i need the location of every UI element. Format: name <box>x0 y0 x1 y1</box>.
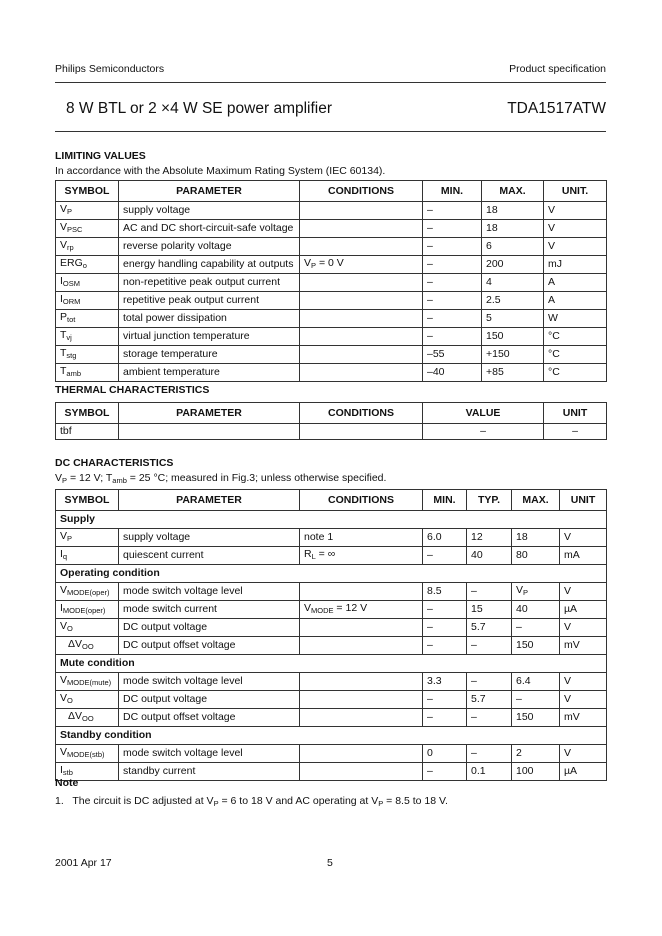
group-title: Mute condition <box>56 655 607 673</box>
parameter-cell: DC output voltage <box>119 691 300 709</box>
parameter-cell: ambient temperature <box>119 364 300 382</box>
column-header: UNIT. <box>544 181 607 202</box>
symbol-cell: $T_{amb}$ <box>56 364 119 382</box>
typ-cell: – <box>467 745 512 763</box>
column-header: MIN. <box>423 490 467 511</box>
parameter-cell: AC and DC short-circuit-safe voltage <box>119 220 300 238</box>
unit-cell: µA <box>560 763 607 781</box>
symbol-cell: $V_P$ <box>56 529 119 547</box>
table-row <box>56 601 607 619</box>
unit-cell: V <box>544 202 607 220</box>
title-rule <box>55 131 606 132</box>
min-cell: – <box>423 238 482 256</box>
symbol-cell: $V_{rp}$ <box>56 238 119 256</box>
table-row <box>56 202 607 220</box>
table-row <box>56 763 607 781</box>
conditions-cell <box>300 424 423 440</box>
footer-date: 2001 Apr 17 <box>55 857 112 869</box>
conditions-cell <box>300 310 423 328</box>
max-cell: 2.5 <box>482 292 544 310</box>
conditions-cell <box>300 238 423 256</box>
min-cell: 3.3 <box>423 673 467 691</box>
unit-cell: mV <box>560 709 607 727</box>
symbol-cell: $V_{MODE(mute)}$ <box>56 673 119 691</box>
column-header: UNIT <box>560 490 607 511</box>
unit-cell: °C <box>544 328 607 346</box>
max-cell: 80 <box>512 547 560 565</box>
header-rule <box>55 82 606 83</box>
symbol-cell: $I_q$ <box>56 547 119 565</box>
dc-title: DC CHARACTERISTICS <box>55 457 174 469</box>
page-title: 8 W BTL or 2 ×4 W SE power amplifier <box>66 100 333 117</box>
typ-cell: 40 <box>467 547 512 565</box>
table-row <box>56 583 607 601</box>
column-header: TYP. <box>467 490 512 511</box>
column-header: CONDITIONS <box>300 490 423 511</box>
min-cell: 8.5 <box>423 583 467 601</box>
symbol-cell: $I_{OSM}$ <box>56 274 119 292</box>
conditions-cell <box>300 709 423 727</box>
conditions-cell <box>300 583 423 601</box>
max-cell: 5 <box>482 310 544 328</box>
conditions-cell <box>300 292 423 310</box>
min-cell: – <box>423 601 467 619</box>
column-header: SYMBOL <box>56 181 119 202</box>
conditions-cell <box>300 274 423 292</box>
typ-cell: 12 <box>467 529 512 547</box>
group-row <box>56 511 607 529</box>
column-header: SYMBOL <box>56 403 119 424</box>
parameter-cell: DC output offset voltage <box>119 637 300 655</box>
column-header: PARAMETER <box>119 490 300 511</box>
max-cell: – <box>512 619 560 637</box>
max-cell: – <box>512 691 560 709</box>
symbol-cell: $V_P$ <box>56 202 119 220</box>
min-cell: – <box>423 547 467 565</box>
table-row <box>56 637 607 655</box>
unit-cell: mV <box>560 637 607 655</box>
thermal-table <box>55 402 607 440</box>
parameter-cell: energy handling capability at outputs <box>119 256 300 274</box>
parameter-cell: supply voltage <box>119 202 300 220</box>
max-cell: 6 <box>482 238 544 256</box>
unit-cell: V <box>544 238 607 256</box>
symbol-cell: $ERG_o$ <box>56 256 119 274</box>
max-cell: 18 <box>512 529 560 547</box>
group-title: Supply <box>56 511 607 529</box>
group-title: Standby condition <box>56 727 607 745</box>
symbol-cell: $I_{MODE(oper)}$ <box>56 601 119 619</box>
group-row <box>56 565 607 583</box>
table-row <box>56 220 607 238</box>
group-row <box>56 727 607 745</box>
min-cell: – <box>423 292 482 310</box>
max-cell: +150 <box>482 346 544 364</box>
max-cell: 2 <box>512 745 560 763</box>
group-row <box>56 655 607 673</box>
dc-subtitle: $V_P = 12$ V; $T_{amb} = 25$ °C; measured in Fig.3; unless otherwise specified. <box>55 472 387 485</box>
table-row <box>56 529 607 547</box>
unit-cell: A <box>544 274 607 292</box>
unit-cell: W <box>544 310 607 328</box>
typ-cell: – <box>467 637 512 655</box>
parameter-cell: DC output offset voltage <box>119 709 300 727</box>
table-row <box>56 709 607 727</box>
typ-cell: 0.1 <box>467 763 512 781</box>
dc-characteristics-table <box>55 489 607 781</box>
unit-cell: V <box>560 745 607 763</box>
table-row <box>56 547 607 565</box>
parameter-cell: standby current <box>119 763 300 781</box>
min-cell: – <box>423 637 467 655</box>
limiting-subtitle: In accordance with the Absolute Maximum Rating System (IEC 60134). <box>55 165 386 177</box>
column-header: UNIT <box>544 403 607 424</box>
symbol-cell: $\Delta V_{OO}$ <box>56 709 119 727</box>
typ-cell: 5.7 <box>467 619 512 637</box>
max-cell: 4 <box>482 274 544 292</box>
symbol-cell: tbf <box>56 424 119 440</box>
min-cell: – <box>423 328 482 346</box>
unit-cell: °C <box>544 364 607 382</box>
table-row <box>56 256 607 274</box>
min-cell: 0 <box>423 745 467 763</box>
page-number: 5 <box>327 857 333 869</box>
column-header: MAX. <box>512 490 560 511</box>
conditions-cell: $V_{MODE} = 12$ V <box>300 601 423 619</box>
min-cell: –55 <box>423 346 482 364</box>
parameter-cell: mode switch voltage level <box>119 745 300 763</box>
table-row <box>56 346 607 364</box>
parameter-cell: DC output voltage <box>119 619 300 637</box>
typ-cell: – <box>467 673 512 691</box>
parameter-cell: mode switch current <box>119 601 300 619</box>
min-cell: – <box>423 202 482 220</box>
table-row <box>56 673 607 691</box>
unit-cell: V <box>560 583 607 601</box>
column-header: PARAMETER <box>119 403 300 424</box>
column-header: PARAMETER <box>119 181 300 202</box>
limiting-title: LIMITING VALUES <box>55 150 146 162</box>
max-cell: 150 <box>512 709 560 727</box>
conditions-cell: note 1 <box>300 529 423 547</box>
symbol-cell: $V_{PSC}$ <box>56 220 119 238</box>
symbol-cell: $I_{stb}$ <box>56 763 119 781</box>
value-cell: – <box>423 424 544 440</box>
min-cell: – <box>423 619 467 637</box>
symbol-cell: $V_O$ <box>56 691 119 709</box>
symbol-cell: $V_{MODE(oper)}$ <box>56 583 119 601</box>
parameter-cell: mode switch voltage level <box>119 583 300 601</box>
max-cell: 150 <box>512 637 560 655</box>
parameter-cell <box>119 424 300 440</box>
symbol-cell: $T_{stg}$ <box>56 346 119 364</box>
parameter-cell: quiescent current <box>119 547 300 565</box>
typ-cell: 15 <box>467 601 512 619</box>
min-cell: –40 <box>423 364 482 382</box>
unit-cell: V <box>544 220 607 238</box>
unit-cell: µA <box>560 601 607 619</box>
column-header: MIN. <box>423 181 482 202</box>
max-cell: 200 <box>482 256 544 274</box>
parameter-cell: mode switch voltage level <box>119 673 300 691</box>
column-header: CONDITIONS <box>300 403 423 424</box>
conditions-cell: $R_L$ = ∞ <box>300 547 423 565</box>
parameter-cell: supply voltage <box>119 529 300 547</box>
limiting-values-table <box>55 180 607 382</box>
symbol-cell: $\Delta V_{OO}$ <box>56 637 119 655</box>
table-row <box>56 328 607 346</box>
unit-cell: mA <box>560 547 607 565</box>
conditions-cell <box>300 619 423 637</box>
table-row <box>56 424 607 440</box>
thermal-title: THERMAL CHARACTERISTICS <box>55 384 210 396</box>
max-cell: 100 <box>512 763 560 781</box>
min-cell: – <box>423 709 467 727</box>
column-header: CONDITIONS <box>300 181 423 202</box>
parameter-cell: storage temperature <box>119 346 300 364</box>
column-header: VALUE <box>423 403 544 424</box>
symbol-cell: $T_{vj}$ <box>56 328 119 346</box>
conditions-cell <box>300 763 423 781</box>
unit-cell: – <box>544 424 607 440</box>
symbol-cell: $V_{MODE(stb)}$ <box>56 745 119 763</box>
note-1: 1. The circuit is DC adjusted at $V_P = 6$ to 18 V and AC operating at $V_P = 8.5$ to 18 V. <box>55 795 448 808</box>
symbol-cell: $I_{ORM}$ <box>56 292 119 310</box>
table-row <box>56 310 607 328</box>
typ-cell: – <box>467 583 512 601</box>
table-row <box>56 691 607 709</box>
min-cell: – <box>423 310 482 328</box>
parameter-cell: repetitive peak output current <box>119 292 300 310</box>
conditions-cell <box>300 346 423 364</box>
table-row <box>56 274 607 292</box>
max-cell: 150 <box>482 328 544 346</box>
table-row <box>56 745 607 763</box>
unit-cell: V <box>560 673 607 691</box>
typ-cell: – <box>467 709 512 727</box>
column-header: SYMBOL <box>56 490 119 511</box>
column-header: MAX. <box>482 181 544 202</box>
table-row <box>56 619 607 637</box>
parameter-cell: virtual junction temperature <box>119 328 300 346</box>
typ-cell: 5.7 <box>467 691 512 709</box>
conditions-cell: $V_P = 0$ V <box>300 256 423 274</box>
unit-cell: V <box>560 691 607 709</box>
max-cell: 40 <box>512 601 560 619</box>
conditions-cell <box>300 220 423 238</box>
symbol-cell: $V_O$ <box>56 619 119 637</box>
unit-cell: °C <box>544 346 607 364</box>
unit-cell: V <box>560 619 607 637</box>
min-cell: – <box>423 274 482 292</box>
table-row <box>56 292 607 310</box>
parameter-cell: non-repetitive peak output current <box>119 274 300 292</box>
max-cell: +85 <box>482 364 544 382</box>
conditions-cell <box>300 202 423 220</box>
conditions-cell <box>300 637 423 655</box>
group-title: Operating condition <box>56 565 607 583</box>
min-cell: – <box>423 763 467 781</box>
conditions-cell <box>300 328 423 346</box>
conditions-cell <box>300 745 423 763</box>
max-cell: $V_P$ <box>512 583 560 601</box>
note-title: Note <box>55 777 79 789</box>
max-cell: 6.4 <box>512 673 560 691</box>
parameter-cell: reverse polarity voltage <box>119 238 300 256</box>
min-cell: 6.0 <box>423 529 467 547</box>
max-cell: 18 <box>482 202 544 220</box>
table-row <box>56 364 607 382</box>
symbol-cell: $P_{tot}$ <box>56 310 119 328</box>
parameter-cell: total power dissipation <box>119 310 300 328</box>
company-name: Philips Semiconductors <box>55 63 165 75</box>
conditions-cell <box>300 364 423 382</box>
doc-type: Product specification <box>509 63 606 75</box>
unit-cell: A <box>544 292 607 310</box>
unit-cell: mJ <box>544 256 607 274</box>
part-number: TDA1517ATW <box>507 100 606 117</box>
max-cell: 18 <box>482 220 544 238</box>
conditions-cell <box>300 673 423 691</box>
min-cell: – <box>423 220 482 238</box>
table-row <box>56 238 607 256</box>
conditions-cell <box>300 691 423 709</box>
min-cell: – <box>423 691 467 709</box>
min-cell: – <box>423 256 482 274</box>
unit-cell: V <box>560 529 607 547</box>
